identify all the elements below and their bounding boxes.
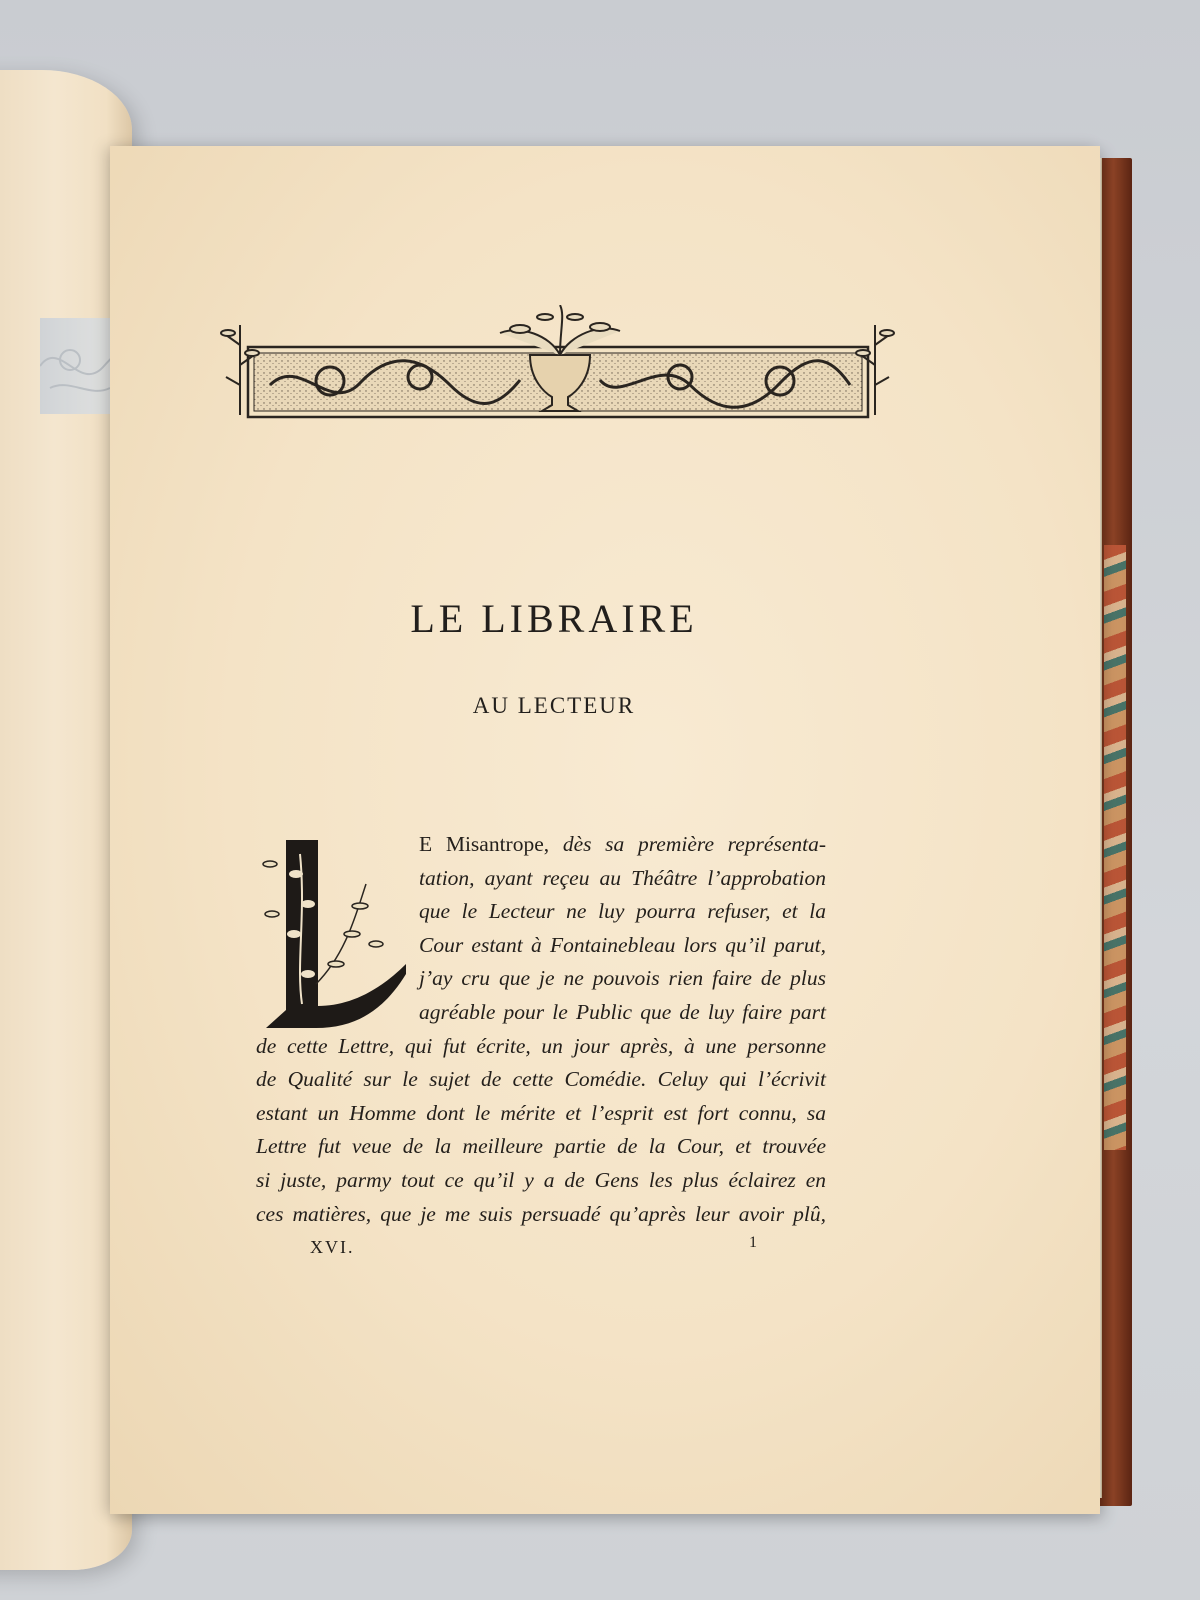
text-line: que le Lecteur ne luy pourra refuser, et la	[419, 899, 826, 924]
text-line: Lettre fut veue de la meilleure partie de la Cour, et trouvée	[256, 1134, 826, 1159]
text-line: Cour estant à Fontainebleau lors qu’il parut,	[419, 932, 826, 957]
first-word: E Misantrope,	[419, 832, 550, 856]
ornamental-headpiece	[220, 305, 900, 435]
text-line: E Misantrope, dès sa première représenta-	[419, 832, 826, 856]
page-title: LE LIBRAIRE	[410, 596, 698, 641]
text-line: tation, ayant reçeu au Théâtre l’approbation	[419, 865, 826, 890]
signature-mark: XVI.	[310, 1237, 355, 1257]
text-line: si juste, parmy tout ce qu’il y a de Gens les plus éclairez en	[256, 1167, 826, 1192]
body-text	[256, 828, 826, 1231]
marbled-endpaper	[1104, 545, 1126, 1150]
page-subtitle: AU LECTEUR	[472, 693, 636, 718]
text-line: ces matières, que je me suis persuadé qu’après leur avoir plû,	[256, 1201, 826, 1226]
text-line: j’ay cru que je ne pouvois rien faire de plus	[419, 966, 826, 991]
page-number: 1	[749, 1234, 757, 1251]
text-line: de cette Lettre, qui fut écrite, un jour après, à une personne	[256, 1033, 826, 1058]
text-line: de Qualité sur le sujet de cette Comédie. Celuy qui l’écrivit	[256, 1067, 826, 1092]
text-line: estant un Homme dont le mérite et l’esprit est fort connu, sa	[256, 1100, 826, 1125]
text-line: agréable pour le Public que de luy faire part	[419, 999, 826, 1024]
